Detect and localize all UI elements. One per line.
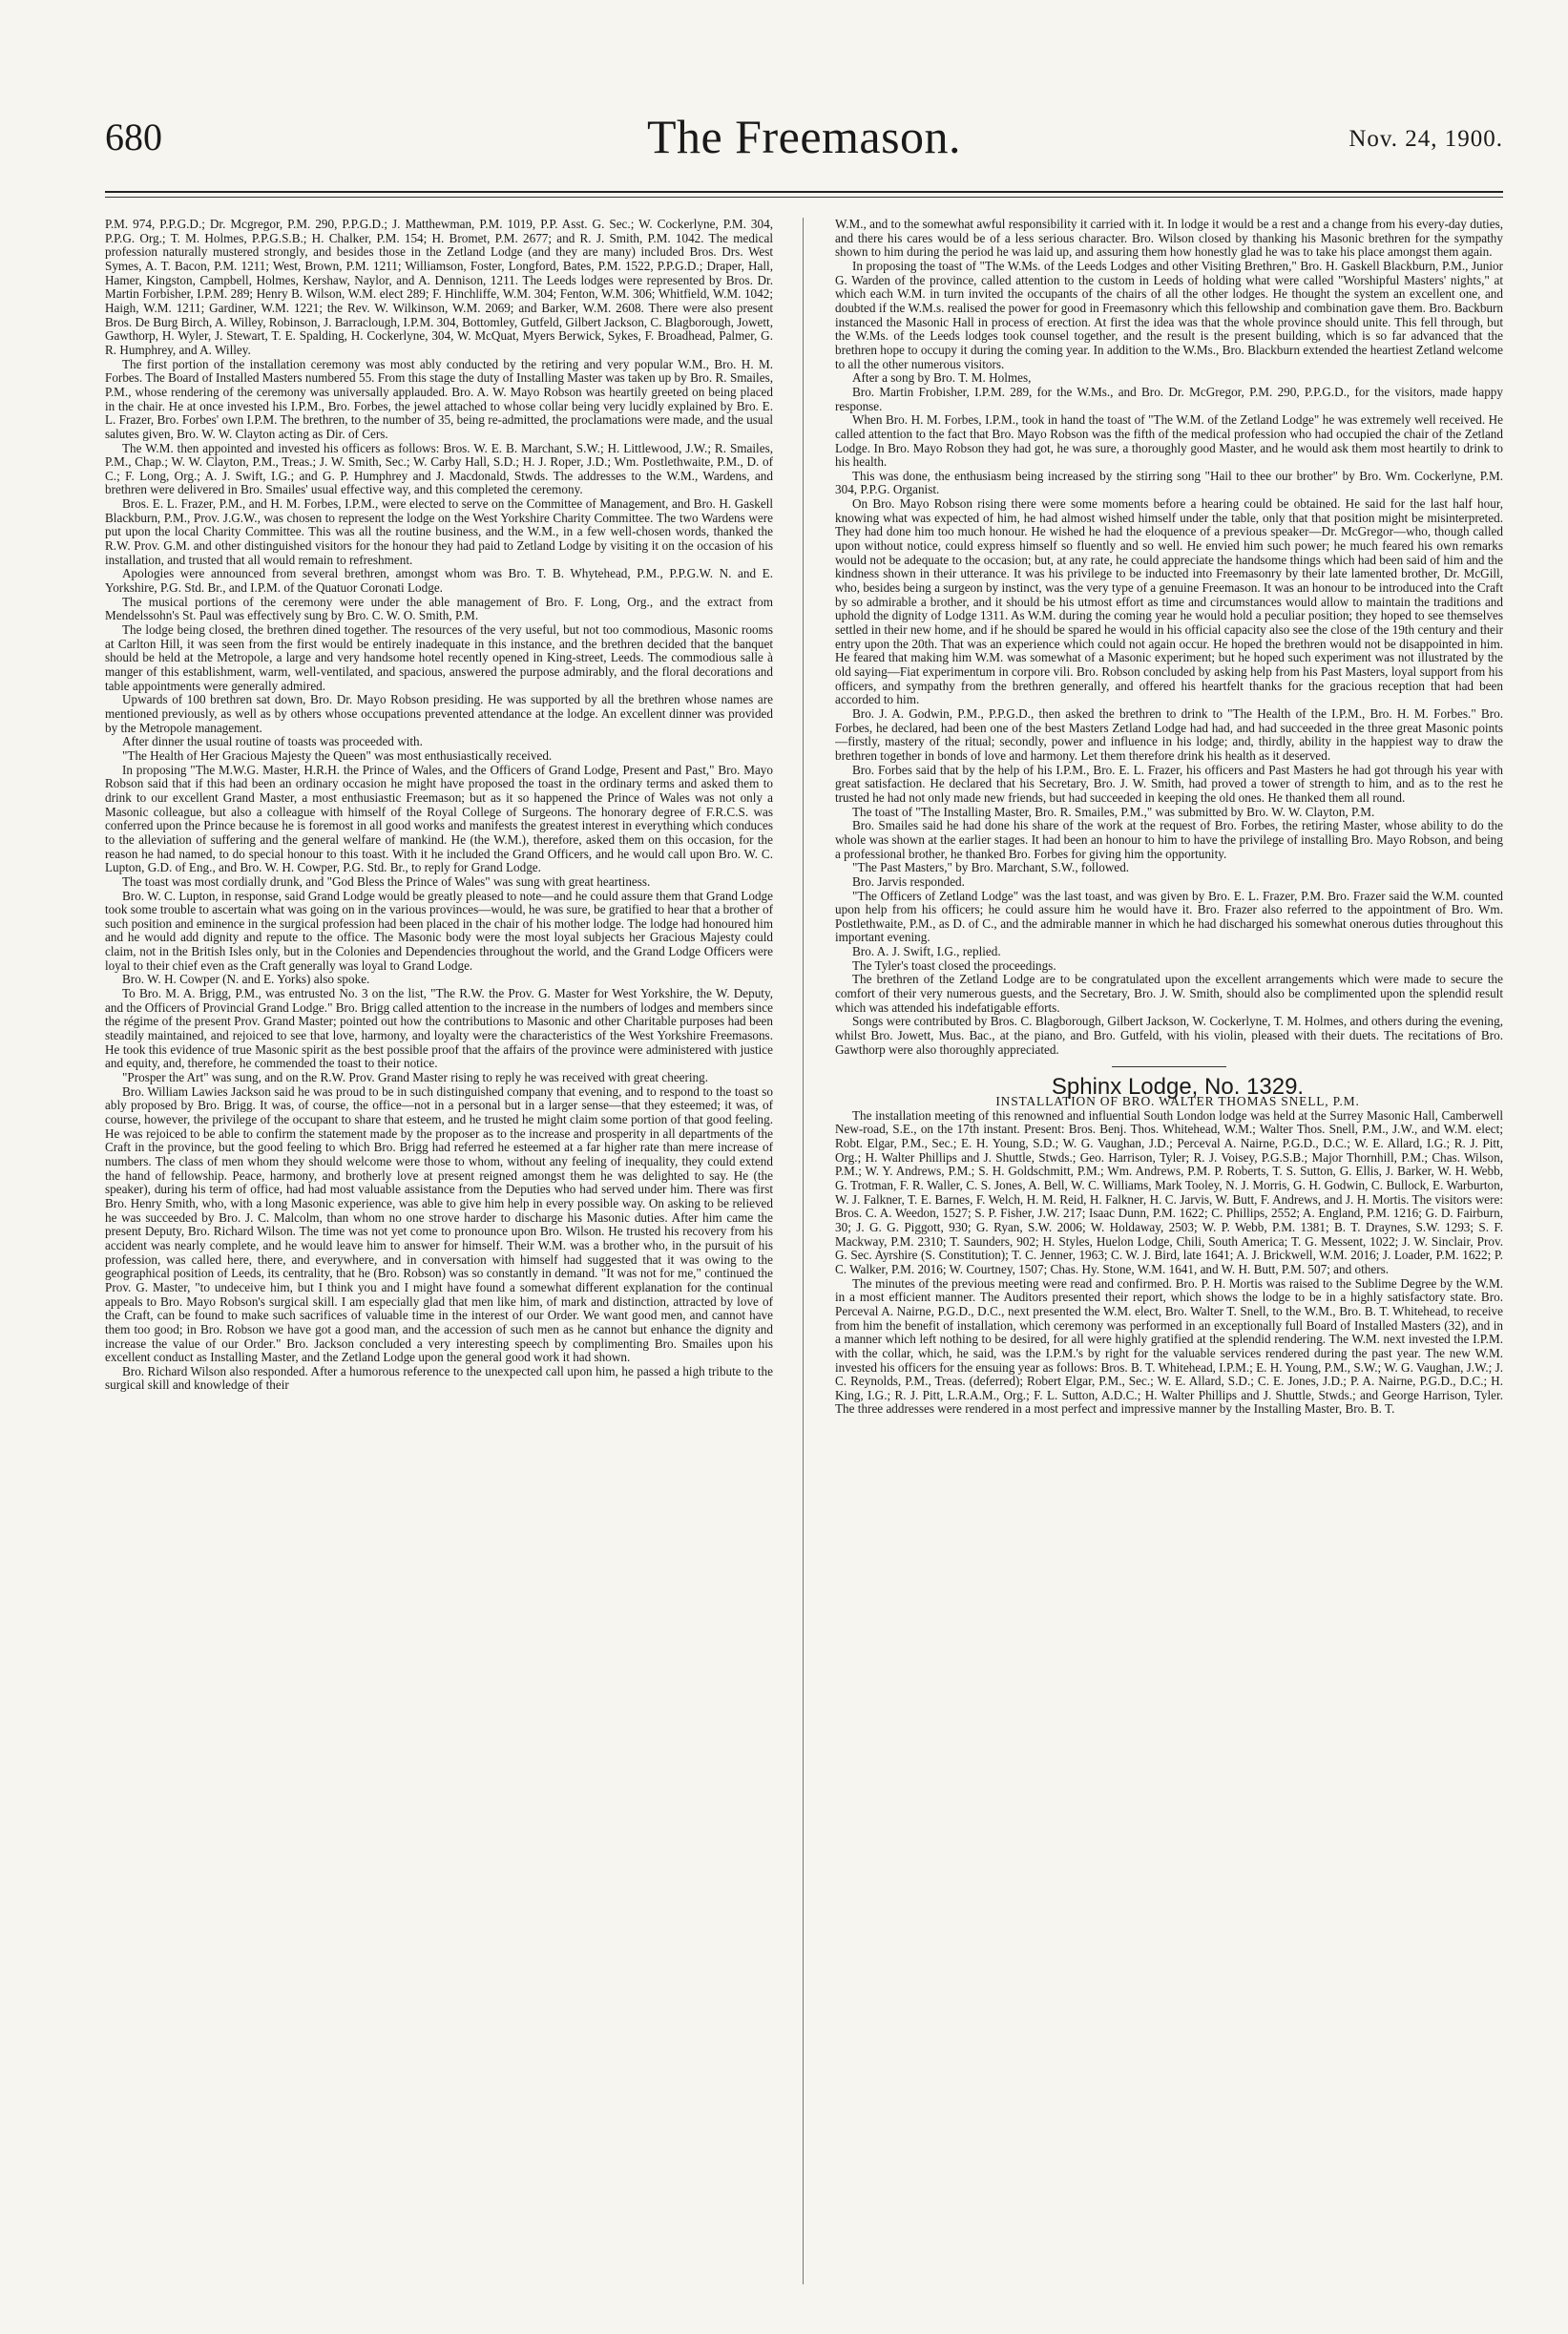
column-divider [803,218,804,2284]
paragraph: Bros. E. L. Frazer, P.M., and H. M. Forbes, I.P.M., were elected to serve on the Committee of Management, and Bro. H. Gaskell Blackburn, P.M., Prov. J.G.W., was chosen to represent the lodge on the West Yorkshire Charity Committee. The two Wardens were put upon the local Charity Committee. This was all the routine business, and the W.M., in a few well-chosen words, thanked the R.W. Prov. G.M. and other distinguished visitors for the honour they had paid to Zetland Lodge by visiting it on the occasion of his installation, and trusted that all would remain to refreshment. [105,496,773,567]
paragraph: The Tyler's toast closed the proceedings. [852,957,1056,973]
paragraph: Bro. Jarvis responded. [852,873,965,889]
section-subtitle: INSTALLATION OF BRO. WALTER THOMAS SNELL, P.M. [995,1094,1360,1109]
left-column [105,218,773,2284]
paragraph: The musical portions of the ceremony were under the able management of Bro. F. Long, Org., and the extract from Mendelssohn's St. Paul was effectively sung by Bro. C. W. O. Smith, P.M. [105,594,773,623]
paragraph: The lodge being closed, the brethren dined together. The resources of the very useful, but not too commodious, Masonic rooms at Carlton Hill, it was seen from the first would be entirely inadequate in this instance, and the brethren decided that the banquet should be held at the Metropole, a large and very handsome hotel recently opened in King-street, Leeds. The commodious salle à manger of this establishment, warm, well-ventilated, and spacious, answered the purpose admirably, and the floral decorations and table appointments were generally admired. [105,622,773,693]
newspaper-title: The Freemason. [646,110,962,163]
paragraph: When Bro. H. M. Forbes, I.P.M., took in hand the toast of "The W.M. of the Zetland Lodge" he was extremely well received. He called attention to the fact that Bro. Mayo Robson was the fifth of the medical profession who had occupied the chair of the Zetland Lodge. In Bro. Mayo Robson they had got, he was sure, a thoroughly good Master, and he would ask them most heartily to drink to his health. [835,412,1503,470]
paragraph: In proposing "The M.W.G. Master, H.R.H. the Prince of Wales, and the Officers of Grand Lodge, Present and Past," Bro. Mayo Robson said that if this had been an ordinary occasion he might have proposed the toast in the ordinary terms and asked them to drink to our excellent Grand Master, a most enthusiastic Freemason; but as it so happened the Prince of Wales was not only a Masonic colleague, but also a colleague with himself of the Royal College of Surgeons. The honorary degree of F.R.C.S. was conferred upon the Prince because he is foremost in all good works and manifests the greatest interest in everything which conduces to the alleviation of suffering and the general welfare of mankind. He (the W.M.), therefore, asked them on this occasion, for the reason he had named, to do special honour to this toast. With it he included the Grand Officers, and he would call upon Bro. W. C. Lupton, G.D. of Eng., and Bro. W. H. Cowper, P.G. Std. Br., to reply for Grand Lodge. [105,762,773,875]
paragraph: "The Past Masters," by Bro. Marchant, S.W., followed. [852,860,1130,875]
paragraph: This was done, the enthusiasm being increased by the stirring song "Hail to thee our brother" by Bro. Wm. Cockerlyne, P.M. 304, P.P.G. Organist. [835,468,1503,497]
paragraph: The toast was most cordially drunk, and "God Bless the Prince of Wales" was sung with great heartiness. [122,873,651,889]
paragraph: The toast of "The Installing Master, Bro. R. Smailes, P.M.," was submitted by Bro. W. W. Clayton, P.M. [852,804,1375,819]
paragraph: After dinner the usual routine of toasts was proceeded with. [122,734,423,749]
paragraph: The W.M. then appointed and invested his officers as follows: Bros. W. E. B. Marchant, S.W.; H. Littlewood, J.W.; R. Smailes, P.M., Chap.; W. W. Clayton, P.M., Treas.; J. W. Smith, Sec.; W. Carby Hall, S.D.; H. J. Roper, J.D.; Wm. Postlethwaite, P.M., D. of C.; F. Long, Org.; A. J. Swift, I.G.; and G. P. Humphrey and J. Macdonald, Stwds. The addresses to the W.M., Wardens, and brethren were delivered in Bro. Smailes' usual effective way, and this completed the ceremony. [105,440,773,497]
paragraph: Songs were contributed by Bros. C. Blagborough, Gilbert Jackson, W. Cockerlyne, T. M. Holmes, and others during the evening, whilst Bro. Jowett, Mus. Bac., at the piano, and Bro. Gutfeld, with his violin, pleased with their duets. The recitations of Bro. Gawthorp were also thoroughly appreciated. [835,1014,1503,1057]
paragraph: Bro. W. C. Lupton, in response, said Grand Lodge would be greatly pleased to note—and he could assure them that Grand Lodge took some trouble to ascertain what was going on in the various provinces—would, he was sure, be gratified to hear that a brother of such position and eminence in the surgical profession had been placed in the chair of his mother lodge. The lodge had honoured him and he would add dignity and repute to the office. The Masonic body were the most loyal subjects her Gracious Majesty could claim, not in the British Isles only, but in the Colonies and Dependencies throughout the world, and the Grand Lodge Officers were loyal to their chief even as the Craft generally was loyal to Grand Lodge. [105,888,773,973]
paragraph: The installation meeting of this renowned and influential South London lodge was held at the Surrey Masonic Hall, Camberwell New-road, S.E., on the 17th instant. Present: Bros. Benj. Thos. Whitehead, W.M.; Walter Thos. Snell, P.M., J.W., and W.M. elect; Robt. Elgar, P.M., Sec.; E. H. Young, S.D.; W. G. Vaughan, J.D.; Perceval A. Nairne, P.G.D., D.C.; W. E. Allard, I.G.; R. J. Pitt, Org.; H. Walter Phillips and J. Shuttle, Stwds.; Geo. Harrison, Tyler; R. J. Voisey, P.G.S.B.; Major Thornhill, P.M.; Chas. Wilson, P.M.; W. Y. Andrews, P.M.; S. H. Goldschmitt, P.M.; Wm. Andrews, P.M. P. Roberts, T. S. Sutton, G. Ellis, J. Barker, W. H. Webb, G. Trotman, F. R. Waller, C. S. Jones, A. Bell, W. C. Williams, Mark Tooley, N. J. Morris, G. H. Godwin, C. Bullock, E. Warburton, W. J. Falkner, T. E. Barnes, F. Welch, H. M. Reid, H. Falkner, H. C. Jarvis, W. Butt, F. Andrews, and J. H. Mortis. The visitors were: Bros. C. A. Weedon, 1527; S. P. Fisher, J.W. 217; Isaac Dunn, P.M. 1622; C. Phillips, 2552; A. England, P.M. 1216; G. D. Fairburn, 30; J. G. G. Piggott, 930; G. Ryan, S.W. 2006; W. Holdaway, 2503; W. P. Webb, P.M. 1381; B. T. Draynes, S.W. 1293; S. F. Mackway, P.M. 2310; T. Saunders, 902; H. Styles, Huelon Lodge, Chili, South America; T. G. Messent, 1022; J. W. Sinclair, Prov. G. Sec. Ayrshire (S. Constitution); T. C. Jenner, 1963; C. W. J. Bird, late 1641; A. J. Brickwell, W.M. 2016; J. Loader, P.M. 1622; P. C. Walker, P.M. 2016; W. Courtney, 1507; Chas. Hy. Stone, W.M. 1641, and W. H. Butt, P.M. 507; and others. [835,1107,1503,1276]
header-rule-thin [105,197,1503,198]
paragraph: To Bro. M. A. Brigg, P.M., was entrusted No. 3 on the list, "The R.W. the Prov. G. Master for West Yorkshire, the W. Deputy, and the Officers of Provincial Grand Lodge." Bro. Brigg called attention to the increase in the numbers of lodges and members since the régime of the present Prov. Grand Master; pointed out how the contributions to Masonic and other Charitable purposes had been steadily maintained, and rejoiced to see that love, harmony, and loyalty were the characteristics of the West Yorkshire Freemasons. He took this evidence of true Masonic spirit as the best possible proof that the affairs of the province were administered with justice and equity, and, therefore, he commended the toast to their notice. [105,986,773,1071]
paragraph: On Bro. Mayo Robson rising there were some moments before a hearing could be obtained. He said for the last half hour, knowing what was expected of him, he had almost wished himself under the table, only that that position might be misinterpreted. They had done him too much honour. He wished he had the eloquence of a previous speaker—Dr. McGregor—who, though called upon without notice, could express himself so fluently and so well. He envied him such power; he much feared his own remarks would not be adequate to the occasion; but, at any rate, he could appreciate the handsome things which had been said of him and the kindness shown in their utterance. It was his privilege to be inducted into Freemasonry by their late lamented brother, Dr. McGill, who, besides being a surgeon by instinct, was the very type of a genuine Freemason. It was an honour to be introduced into the Craft by so admirable a brother, and it should be his utmost effort as time and circumstances would allow to maintain the traditions and uphold the dignity of Lodge 1311. As W.M. during the coming year he would hold a peculiar position; they hoped to see themselves settled in their new home, and if he should be spared he would in his official capacity also see the close of the 19th century and their entry upon the 20th. That was an experience which could not again occur. He hoped the brethren would not be disappointed in him. He feared that making him W.M. was somewhat of a Masonic experiment; but he hoped such experiment was not illustrated by the old saying—Fiat experimentum in corpore vili. Bro. Robson concluded by asking help from his Past Masters, loyal support from his officers, and sympathy from the brethren generally, and offered his heartfelt thanks for the gracious reception that had been accorded to him. [835,496,1503,707]
paragraph: Bro. Martin Frobisher, I.P.M. 289, for the W.Ms., and Bro. Dr. McGregor, P.M. 290, P.P.G.D., for the visitors, made happy response. [835,384,1503,413]
paragraph: W.M., and to the somewhat awful responsibility it carried with it. In lodge it would be a rest and a change from his every-day duties, and there his cares would be of a less serious character. Bro. Wilson closed by thanking his Masonic brethren for the sympathy shown to him during the period he was laid up, and assuring them how honestly glad he was to take his place amongst them again. [835,218,1503,260]
issue-date: Nov. 24, 1900. [1348,126,1503,152]
right-column [835,218,1503,2284]
masthead [105,110,1503,181]
paragraph: Bro. Forbes said that by the help of his I.P.M., Bro. E. L. Frazer, his officers and Past Masters he had got through his year with great satisfaction. He declared that his Secretary, Bro. J. W. Smith, had proved a tower of strength to him, and as to the rest he trusted he had not only made new friends, but had succeeded in keeping the old ones. He thanked them all round. [835,762,1503,805]
paragraph: In proposing the toast of "The W.Ms. of the Leeds Lodges and other Visiting Brethren," Bro. H. Gaskell Blackburn, P.M., Junior G. Warden of the province, called attention to the custom in Leeds of holding what were called "Worshipful Masters' nights," at which each W.M. in turn invited the occupants of the chairs of all the other lodges. He thought the system an excellent one, and doubted if the W.M.s. realised the power for good in Freemasonry which this fellowship and combination gave them. Bro. Backburn instanced the Masonic Hall in process of erection. At first the idea was that the whole province should unite. This fell through, but the W.Ms. of the Leeds lodges took counsel together, and the result is the present building, which is so far advanced that the brethren hope to occupy it during the coming year. In addition to the W.Ms., Bro. Blackburn extended the heartiest Zetland welcome to all the other numerous visitors. [835,258,1503,371]
paragraph: "The Officers of Zetland Lodge" was the last toast, and was given by Bro. E. L. Frazer, P.M. Bro. Frazer said the W.M. counted upon help from his officers; he could assure him he would have it. Bro. Frazer also referred to the appointment of Bro. Wm. Postlethwaite, P.M., as D. of C., and the admirable manner in which he had discharged his somewhat onerous duties throughout this important evening. [835,888,1503,945]
paragraph: The minutes of the previous meeting were read and confirmed. Bro. P. H. Mortis was raised to the Sublime Degree by the W.M. in a most efficient manner. The Auditors presented their report, which shows the lodge to be in a highly satisfactory state. Bro. Perceval A. Nairne, P.G.D., D.C., next presented the W.M. elect, Bro. Walter T. Snell, to the W.M., Bro. B. T. Whitehead, to receive from him the benefit of installation, which ceremony was performed in an exceptionally full Board of Installed Masters (32), and in a manner which left nothing to be desired, for all were highly gratified at the splendid rendering. The W.M. next invested the I.P.M. with the collar, which, he said, was the I.P.M.'s by right for the valuable services rendered during the past year. The new W.M. invested his officers for the ensuing year as follows: Bros. B. T. Whitehead, I.P.M.; E. H. Young, P.M., S.W.; W. G. Vaughan, J.W.; J. C. Reynolds, P.M., Treas. (deferred); Robert Elgar, P.M., Sec.; W. E. Allard, S.D.; C. E. Jones, J.D.; P. A. Nairne, P.G.D., D.C.; H. King, I.G.; R. J. Pitt, L.R.A.M., Org.; F. L. Sutton, A.D.C.; H. Walter Phillips and J. Shuttle, Stwds.; and George Harrison, Tyler. The three addresses were rendered in a most perfect and impressive manner by the Installing Master, Bro. B. T. [835,1275,1503,1417]
paragraph: The brethren of the Zetland Lodge are to be congratulated upon the excellent arrangements which were made to secure the comfort of their very numerous guests, and the Secretary, Bro. J. W. Smith, should also be complimented upon the splendid result which was attended his indefatigable efforts. [835,972,1503,1015]
page-number: 680 [105,116,162,158]
paragraph: After a song by Bro. T. M. Holmes, [852,370,1032,386]
paragraph: Bro. William Lawies Jackson said he was proud to be in such distinguished company that evening, and to respond to the toast so ably proposed by Bro. Brigg. It was, of course, the office—not in a personal but in a larger sense—that they esteemed; it was, of course, however, the privilege of the occupant to share that esteem, and he trusted he might claim some portion of that good feeling. He was rejoiced to be able to confirm the statement made by the proposer as to the increase and prosperity in all departments of the Craft in the province, but the good feeling to which Bro. Brigg had referred he esteemed at a far higher rate than mere increase of numbers. The class of men whom they should welcome were those to whom, without any feeling of inequality, they could extend the hand of fellowship. Peace, harmony, and brotherly love at present reigned amongst them he was delighted to say. He (the speaker), during his term of office, had had most valuable assistance from the Deputies who had served under him. There was first Bro. Henry Smith, who, with a long Masonic experience, was able to give him help in every possible way. On asking to be relieved he was succeeded by Bro. J. C. Malcolm, than whom no one strove harder to discharge his Masonic duties. After him came the present Deputy, Bro. Richard Wilson. The time was not yet come to pronounce upon Bro. Wilson. He trusted his recovery from his accident was nearly complete, and he would leave him to answer for himself. Their W.M. was a brother who, in the pursuit of his profession, was called here, there, and everywhere, and in conversation with himself had suggested that it was owing to the geographical position of Leeds, its centrality, that he (Bro. Robson) was so constantly in demand. "It was not for me," continued the Prov. G. Master, "to undeceive him, but I think you and I might have found a somewhat different explanation for the continual appeals to Bro. Mayo Robson's surgical skill. I am especially glad that men like him, of mark and distinction, attracted by love of the Craft, can be found to make such sacrifices of valuable time in the interest of our Order. We want good men, and cannot have them too good; in Bro. Robson we have got a good man, and the accession of such men as he cannot but enhance the dignity and increase the value of our Order." Bro. Jackson concluded a very interesting speech by complimenting Bro. Smailes upon his excellent conduct as Installing Master, and the Zetland Lodge upon the general good work it had shown. [105,1083,773,1365]
section-divider [1112,1066,1226,1067]
paragraph: "Prosper the Art" was sung, and on the R.W. Prov. Grand Master rising to reply he was received with great cheering. [122,1070,709,1085]
paragraph: Upwards of 100 brethren sat down, Bro. Dr. Mayo Robson presiding. He was supported by all the brethren whose names are mentioned previously, as well as by others whose occupations prevented attendance at the lodge. An excellent dinner was provided by the Metropole management. [105,692,773,735]
paragraph: Bro. Richard Wilson also responded. After a humorous reference to the unexpected call upon him, he passed a high tribute to the surgical skill and knowledge of their [105,1363,773,1393]
paragraph: "The Health of Her Gracious Majesty the Queen" was most enthusiastically received. [122,747,553,763]
paragraph: P.M. 974, P.P.G.D.; Dr. Mcgregor, P.M. 290, P.P.G.D.; J. Matthewman, P.M. 1019, P.P. Asst. G. Sec.; W. Cockerlyne, P.M. 304, P.P.G. Org.; T. M. Holmes, P.P.G.S.B.; H. Chalker, P.M. 154; H. Bromet, P.M. 2677; and R. J. Smith, P.M. 1042. The medical profession naturally mustered strongly, and besides those in the Zetland Lodge (and they are many) included Bros. Drs. West Symes, A. T. Bacon, P.M. 1211; West, Brown, P.M. 1211; Williamson, Foster, Longford, Bates, P.M. 1522, P.P.G.D.; Draper, Hall, Hamer, Kingston, Campbell, Holmes, Kershaw, Naylor, and A. Dennison, 1211. The Leeds lodges were represented by Bros. Dr. Martin Forbisher, I.P.M. 289; Henry B. Wilson, W.M. elect 289; F. Hinchliffe, W.M. 304; Fenton, W.M. 306; Whitfield, W.M. 1042; Haigh, W.M. 1211; Gardiner, W.M. 1221; the Rev. W. Wilkinson, W.M. 2069; and Barker, W.M. 2608. There were also present Bros. De Burg Birch, A. Willey, Robinson, J. Barraclough, I.P.M. 304, Bottomley, Gutfeld, Gilbert Jackson, C. Blagborough, Jowett, Gawthorp, H. Wyler, J. Stewart, T. E. Spalding, H. Cockerlyne, 304, W. McQuat, Myers Berwick, Sykes, F. Broadhead, Palmer, G. R. Humphrey, and A. Willey. [105,218,773,357]
paragraph: Bro. W. H. Cowper (N. and E. Yorks) also spoke. [122,972,370,987]
paragraph: The first portion of the installation ceremony was most ably conducted by the retiring and very popular W.M., Bro. H. M. Forbes. The Board of Installed Masters numbered 55. From this stage the duty of Installing Master was taken up by Bro. R. Smailes, P.M., whose rendering of the ceremony was universally applauded. Bro. A. W. Mayo Robson was heartily greeted on being placed in the chair. He at once invested his I.P.M., Bro. Forbes, the jewel attached to whose collar being very lucidly explained by Bro. E. L. Frazer, Bro. Forbes' own I.P.M. The brethren, to the number of 35, being re-admitted, the proclamations were made, and the usual salutes given, Bro. W. W. Clayton acting as Dir. of Cers. [105,356,773,441]
paragraph: Apologies were announced from several brethren, amongst whom was Bro. T. B. Whytehead, P.M., P.P.G.W. N. and E. Yorkshire, P.G. Std. Br., and I.P.M. of the Quatuor Coronati Lodge. [105,566,773,596]
paragraph: Bro. J. A. Godwin, P.M., P.P.G.D., then asked the brethren to drink to "The Health of the I.P.M., Bro. H. M. Forbes." Bro. Forbes, he declared, had been one of the best Masters Zetland Lodge had had, and had succeeded in the three great Masonic points—firstly, mastery of the ritual; secondly, power and influence in his lodge; and, thirdly, ability in the happiest way to draw the brethren together in bonds of love and harmony. Let them therefore drink his health as it deserved. [835,705,1503,763]
paragraph: Bro. A. J. Swift, I.G., replied. [852,944,1001,959]
paragraph: Bro. Smailes said he had done his share of the work at the request of Bro. Forbes, the retiring Master, whose ability to do the whole was shown at the earlier stages. It had been an honour to him to have the privilege of installing Bro. Mayo Robson, and being a professional brother, he thanked Bro. Forbes for giving him the opportunity. [835,818,1503,861]
section-title: Sphinx Lodge, No. 1329. [1051,1074,1305,1101]
header-rule [105,191,1503,193]
